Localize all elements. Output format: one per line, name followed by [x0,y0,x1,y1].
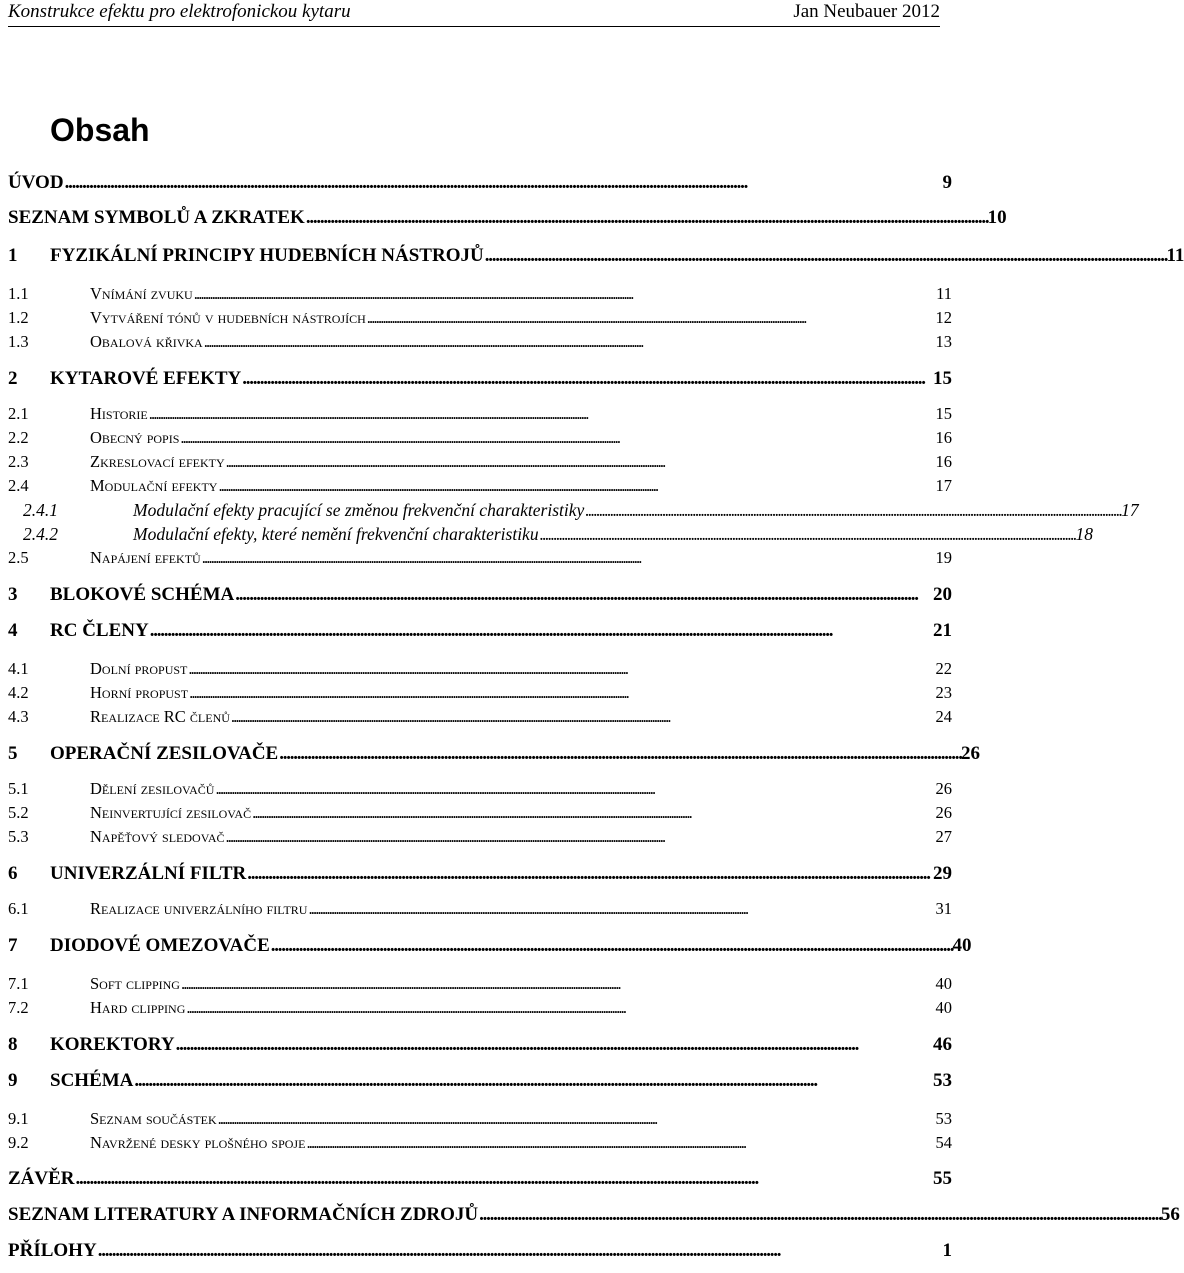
toc-entry[interactable] [8,899,952,923]
toc-dot-leader [76,1168,932,1190]
toc-entry-page-number: 54 [935,1133,952,1152]
toc-dot-leader [202,548,935,568]
toc-entry[interactable] [8,707,952,731]
toc-entry-number: 2 [8,368,18,389]
toc-dot-leader [215,779,934,799]
toc-entry-label: Vytváření tónů v hudebních nástrojích [90,308,366,327]
toc-dot-leader [306,207,987,229]
toc-dot-leader [242,368,932,390]
toc-entry[interactable] [8,1168,952,1192]
toc-entry-label: Realizace univerzálního filtru [90,899,308,918]
toc-entry-page-number: 26 [935,779,952,798]
toc-dot-leader [188,659,934,679]
toc-entry-label: ZÁVĚR [8,1168,75,1189]
toc-entry-label: OPERAČNÍ ZESILOVAČE [50,743,279,764]
toc-entry[interactable] [8,1133,952,1157]
toc-entry[interactable] [8,548,952,572]
toc-dot-leader [149,404,935,424]
toc-entry-label: Neinvertující zesilovač [90,803,252,822]
toc-entry-page-number: 55 [933,1168,952,1189]
toc-entry-label: Soft clipping [90,974,180,993]
toc-entry-page-number: 17 [935,476,952,495]
toc-dot-leader [189,683,934,703]
header-document-title: Konstrukce efektu pro elektrofonickou kytaru [8,1,351,22]
toc-entry-page-number: 21 [933,620,952,641]
toc-entry-page-number: 17 [1121,500,1139,520]
toc-entry-page-number: 29 [933,863,952,884]
toc-dot-leader [306,1133,934,1153]
toc-entry-label: Hard clipping [90,998,186,1017]
toc-entry-page-number: 31 [935,899,952,918]
toc-dot-leader [226,452,935,472]
toc-entry[interactable] [8,935,972,959]
toc-entry[interactable] [8,1240,952,1264]
page-header [8,0,940,27]
toc-entry-page-number: 16 [935,452,952,471]
toc-dot-leader [252,803,934,823]
toc-entry-label: Navržené desky plošného spoje [90,1133,306,1152]
toc-entry-label: Zkreslovací efekty [90,452,225,471]
toc-entry[interactable] [8,974,952,998]
toc-entry-label: Modulační efekty, které nemění frekvenční charakteristiku [133,524,539,544]
toc-entry-page-number: 40 [935,974,952,993]
toc-entry-page-number: 46 [933,1034,952,1055]
toc-entry-page-number: 53 [933,1070,952,1091]
toc-entry-label: Napěťový sledovač [90,827,225,846]
toc-dot-leader [176,1034,932,1056]
toc-entry-page-number: 13 [935,332,952,351]
toc-entry-page-number: 19 [935,548,952,567]
toc-entry-number: 9.2 [8,1133,29,1152]
toc-entry-number: 2.3 [8,452,29,471]
toc-dot-leader [271,935,952,957]
toc-entry[interactable] [8,332,952,356]
toc-entry-label: Obecný popis [90,428,180,447]
toc-entry-page-number: 20 [933,584,952,605]
toc-entry-page-number: 9 [942,172,952,193]
toc-entry[interactable] [8,803,952,827]
toc-entry-page-number: 1 [942,1240,952,1261]
toc-dot-leader [247,863,932,885]
toc-entry-page-number: 11 [1166,245,1184,266]
toc-entry-label: DIODOVÉ OMEZOVAČE [50,935,270,956]
toc-entry-number: 5.1 [8,779,29,798]
toc-entry-label: UNIVERZÁLNÍ FILTR [50,863,247,884]
toc-entry-number: 9.1 [8,1109,29,1128]
toc-dot-leader [540,524,1075,545]
toc-entry-number: 4 [8,620,18,641]
toc-entry-number: 1.2 [8,308,29,327]
toc-entry-number: 7.1 [8,974,29,993]
toc-entry-number: 8 [8,1034,18,1055]
toc-entry[interactable] [8,368,952,392]
toc-entry[interactable] [8,863,952,887]
toc-entry-label: SEZNAM LITERATURY A INFORMAČNÍCH ZDROJŮ [8,1204,479,1225]
toc-entry-number: 3 [8,584,18,605]
toc-dot-leader [134,1070,932,1092]
toc-entry-page-number: 22 [935,659,952,678]
toc-entry[interactable] [8,207,1007,231]
toc-entry[interactable] [8,245,1184,269]
toc-dot-leader [279,743,960,765]
toc-entry-number: 1.3 [8,332,29,351]
toc-entry-page-number: 11 [936,284,952,303]
toc-entry-label: RC ČLENY [50,620,149,641]
toc-entry-number: 1.1 [8,284,29,303]
toc-entry-label: SCHÉMA [50,1070,134,1091]
toc-entry-page-number: 15 [933,368,952,389]
header-author-year: Jan Neubauer 2012 [793,1,940,22]
toc-entry-label: Napájení efektů [90,548,201,567]
toc-entry-number: 2.5 [8,548,29,567]
toc-dot-leader [585,500,1120,521]
toc-entry[interactable] [8,827,952,851]
toc-dot-leader [180,428,934,448]
toc-entry[interactable] [8,452,952,476]
toc-entry-label: SEZNAM SYMBOLŮ A ZKRATEK [8,207,305,228]
toc-entry[interactable] [8,1204,1180,1228]
toc-entry-label: Obalová křivka [90,332,203,351]
toc-entry-number: 5 [8,743,18,764]
toc-entry[interactable] [8,428,952,452]
toc-entry-number: 7.2 [8,998,29,1017]
toc-dot-leader [479,1204,1160,1226]
toc-entry-page-number: 26 [960,743,980,764]
toc-entry-number: 4.2 [8,683,29,702]
toc-entry[interactable] [8,779,952,803]
toc-entry[interactable] [8,659,952,683]
toc-entry[interactable] [8,1070,952,1094]
toc-entry[interactable] [8,743,980,767]
toc-dot-leader [65,172,942,194]
toc-entry[interactable] [8,998,952,1022]
toc-entry-label: Realizace RC členů [90,707,230,726]
toc-entry[interactable] [8,476,952,500]
toc-entry-number: 4.1 [8,659,29,678]
toc-entry[interactable] [8,683,952,707]
toc-dot-leader [226,827,935,847]
toc-dot-leader [485,245,1166,267]
toc-dot-leader [367,308,935,328]
toc-entry-number: 5.3 [8,827,29,846]
toc-entry-page-number: 10 [987,207,1007,228]
toc-dot-leader [204,332,935,352]
toc-entry-page-number: 16 [935,428,952,447]
toc-entry-label: Modulační efekty pracující se změnou frekvenční charakteristiky [133,500,585,520]
toc-dot-leader [150,620,932,642]
toc-dot-leader [218,476,934,496]
toc-entry-page-number: 26 [935,803,952,822]
toc-dot-leader [218,1109,935,1129]
toc-entry[interactable] [8,1109,952,1133]
toc-entry-label: Dělení zesilovačů [90,779,215,798]
toc-entry-number: 2.4.1 [23,500,58,520]
toc-entry-page-number: 40 [952,935,972,956]
toc-entry-number: 6.1 [8,899,29,918]
toc-entry[interactable] [8,172,952,196]
toc-entry-page-number: 27 [935,827,952,846]
toc-entry[interactable] [8,620,952,644]
toc-entry-page-number: 12 [935,308,952,327]
toc-entry-label: Horní propust [90,683,189,702]
toc-dot-leader [181,974,935,994]
toc-entry-number: 2.2 [8,428,29,447]
page-title: Obsah [50,112,150,148]
toc-entry-label: Modulační efekty [90,476,218,495]
toc-entry-label: KYTAROVÉ EFEKTY [50,368,242,389]
toc-dot-leader [186,998,934,1018]
toc-entry-label: Seznam součástek [90,1109,217,1128]
toc-entry[interactable] [8,284,952,308]
toc-entry[interactable] [8,524,1093,548]
toc-entry-label: ÚVOD [8,172,64,193]
toc-entry-page-number: 53 [935,1109,952,1128]
toc-entry-label: Historie [90,404,148,423]
toc-entry-label: Vnímání zvuku [90,284,193,303]
toc-entry-label: FYZIKÁLNÍ PRINCIPY HUDEBNÍCH NÁSTROJŮ [50,245,484,266]
toc-entry[interactable] [8,404,952,428]
toc-dot-leader [231,707,935,727]
toc-entry-number: 7 [8,935,18,956]
toc-entry-number: 5.2 [8,803,29,822]
toc-entry-number: 2.4.2 [23,524,58,544]
toc-entry-page-number: 24 [935,707,952,726]
toc-dot-leader [235,584,932,606]
toc-entry[interactable] [8,1034,952,1058]
toc-entry-page-number: 56 [1160,1204,1180,1225]
toc-entry-number: 2.1 [8,404,29,423]
toc-entry[interactable] [8,308,952,332]
toc-entry-label: KOREKTORY [50,1034,175,1055]
toc-entry-label: PŘÍLOHY [8,1240,97,1261]
toc-entry-number: 4.3 [8,707,29,726]
toc-entry-page-number: 18 [1075,524,1093,544]
toc-entry-number: 9 [8,1070,18,1091]
toc-entry-page-number: 23 [935,683,952,702]
toc-entry-number: 1 [8,245,18,266]
toc-dot-leader [98,1240,942,1262]
toc-entry-label: Dolní propust [90,659,188,678]
toc-entry-label: BLOKOVÉ SCHÉMA [50,584,235,605]
toc-dot-leader [308,899,934,919]
toc-entry-page-number: 40 [935,998,952,1017]
toc-entry-page-number: 15 [935,404,952,423]
toc-dot-leader [194,284,935,304]
toc-entry[interactable] [8,584,952,608]
toc-entry-number: 2.4 [8,476,29,495]
toc-entry[interactable] [8,500,1139,524]
toc-entry-number: 6 [8,863,18,884]
